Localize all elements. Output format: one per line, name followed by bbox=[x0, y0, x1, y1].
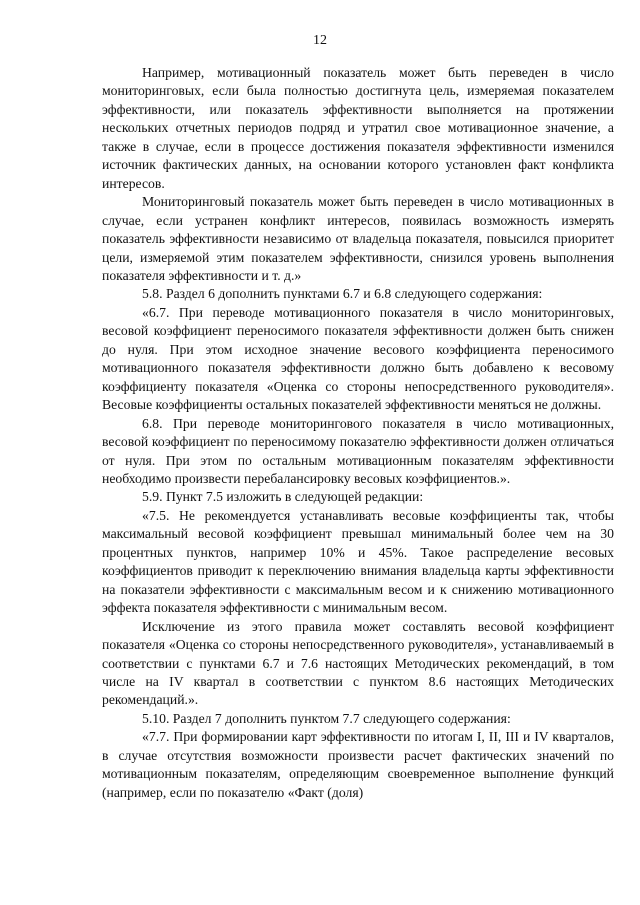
paragraph: Мониторинговый показатель может быть переведен в число мотивационных в случае, если устранен конфликт интересов, появилась возможность измерять показатель эффективности независимо от владельца показателя, повысился приоритет цели, измеряемой этим показателем эффективности, снизился уровень выполнения показателя эффективности и т. д.» bbox=[102, 194, 614, 283]
paragraph: 6.8. При переводе мониторингового показателя в число мотивационных, весовой коэффициент по переносимому показателю эффективности должен отличаться от нуля. При этом по остальным мотивационным показателям эффективности необходимо произвести перебалансировку весовых коэффициентов.». bbox=[102, 415, 614, 486]
paragraph: 5.8. Раздел 6 дополнить пунктами 6.7 и 6.8 следующего содержания: bbox=[142, 286, 543, 302]
paragraph: 5.9. Пункт 7.5 изложить в следующей редакции: bbox=[142, 489, 424, 505]
paragraph: Например, мотивационный показатель может быть переведен в число мониторинговых, если была полностью достигнута цель, измеряемая показателем эффективности, или показатель эффективности выполняется на протяжении нескольких отчетных периодов подряд и утратил свое мотивационное значение, а также в случае, если в процессе достижения показателя эффективности изменился источник фактических данных, на основании которого установлен факт конфликта интересов. bbox=[102, 65, 614, 191]
page-number: 12 bbox=[313, 33, 327, 48]
paragraph: Исключение из этого правила может составлять весовой коэффициент показателя «Оценка со стороны непосредственного руководителя», устанавливаемый в соответствии с пунктами 6.7 и 7.6 настоящих Методических рекомендаций, в том числе на IV квартал в соответствии с пунктом 8.6 настоящих Методических рекомендаций.». bbox=[102, 618, 614, 708]
paragraph: 5.10. Раздел 7 дополнить пунктом 7.7 следующего содержания: bbox=[142, 710, 511, 726]
paragraph: «7.7. При формировании карт эффективности по итогам I, II, III и IV кварталов, в случае отсутствия возможности произвести расчет фактических значений по мотивационным показателям, определяющим своевременное выполнение функций (например, если по показателю «Факт (доля) bbox=[102, 729, 614, 800]
document-body bbox=[102, 64, 614, 802]
paragraph: «7.5. Не рекомендуется устанавливать весовые коэффициенты так, чтобы максимальный весовой коэффициент превышал минимальный более чем на 30 процентных пунктов, например 10% и 45%. Такое распределение весовых коэффициентов приводит к переключению внимания владельца карты эффективности на показатели эффективности с максимальным весом и к снижению мотивационного эффекта показателя эффективности с минимальным весом. bbox=[102, 507, 614, 616]
paragraph: «6.7. При переводе мотивационного показателя в число мониторинговых, весовой коэффициент переносимого показателя эффективности должен быть снижен до нуля. При этом исходное значение весового коэффициента переносимого мотивационного показателя эффективности должно быть добавлено к весовому коэффициенту показателя «Оценка со стороны непосредственного руководителя». Весовые коэффициенты остальных показателей эффективности меняться не должны. bbox=[102, 304, 614, 413]
